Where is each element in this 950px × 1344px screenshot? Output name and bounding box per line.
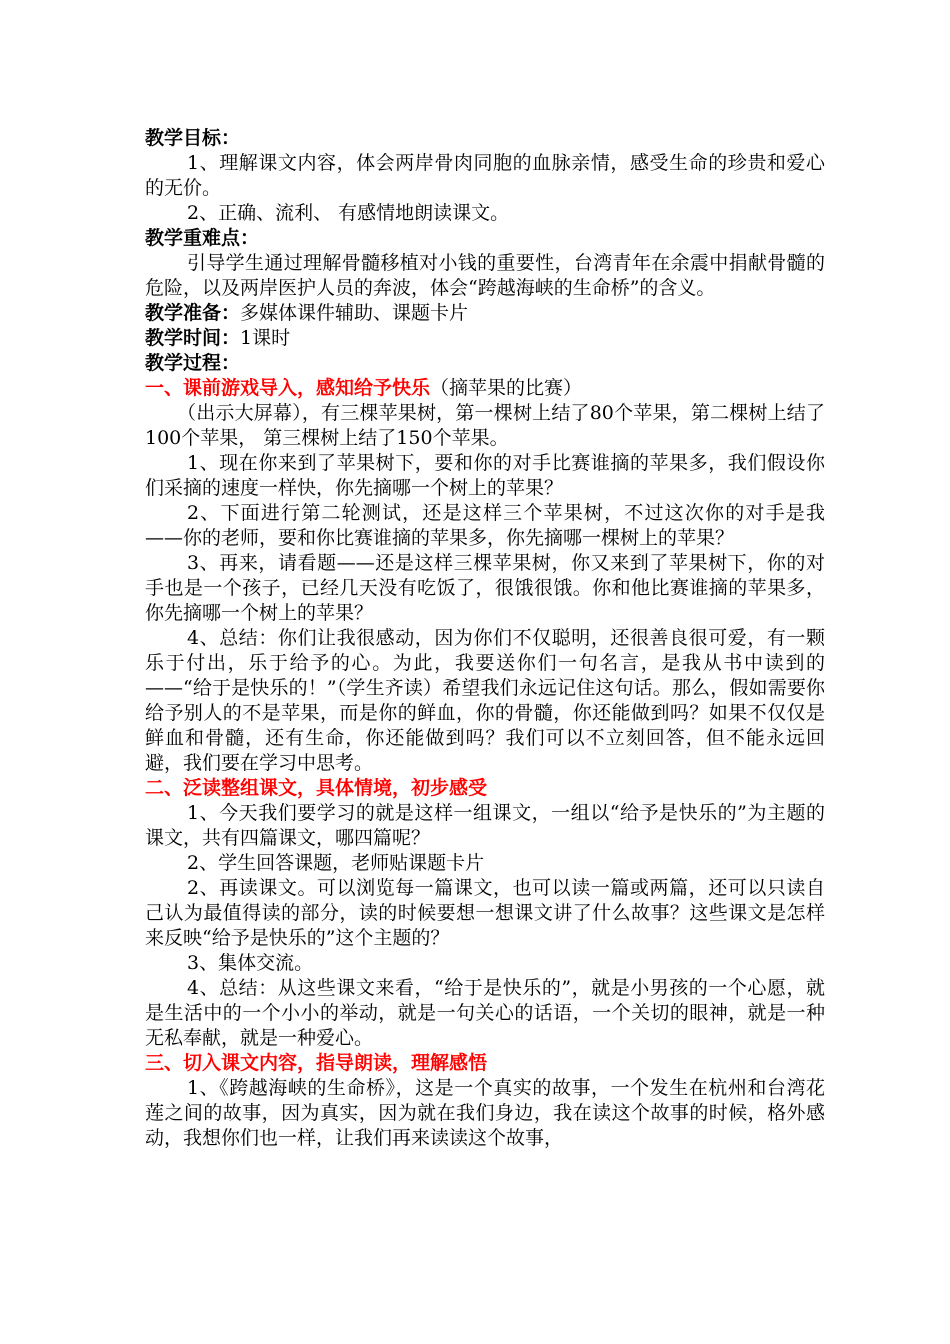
section-2-heading: 二、泛读整组课文，具体情境，初步感受 xyxy=(145,777,488,799)
section-1-heading: 一、课前游戏导入，感知给予快乐 xyxy=(145,377,431,399)
process-label: 教学过程： xyxy=(145,352,241,374)
preparation-label: 教学准备： xyxy=(145,302,241,324)
key-points-text: 引导学生通过理解骨髓移植对小钱的重要性，台湾青年在余震中捐献骨髓的危险，以及两岸医护人员的奔波，体会“跨越海峡的生命桥”的含义。 xyxy=(145,252,825,299)
section-2-paragraph-5: 4、总结：从这些课文来看，“给于是快乐的”，就是小男孩的一个心愿，就是生活中的一个小小的举动，就是一句关心的话语，一个关切的眼神，就是一种无私奉献，就是一种爱心。 xyxy=(145,977,825,1049)
section-2-paragraph-4: 3、集体交流。 xyxy=(187,952,314,974)
preparation-value: 多媒体课件辅助、课题卡片 xyxy=(240,302,469,324)
lesson-plan-page xyxy=(145,126,825,1151)
goals-item-1: 1、理解课文内容，体会两岸骨肉同胞的血脉亲情，感受生命的珍贵和爱心的无价。 xyxy=(145,152,825,199)
time-line xyxy=(145,326,825,351)
preparation-line xyxy=(145,301,825,326)
section-1-paragraph-2: 2、下面进行第二轮测试，还是这样三个苹果树，不过这次你的对手是我——你的老师，要和你比赛谁摘的苹果多，你先摘哪一棵树上的苹果？ xyxy=(145,502,825,549)
goals-item-2: 2、正确、流利、 有感情地朗读课文。 xyxy=(187,202,510,224)
goals-label: 教学目标： xyxy=(145,127,241,149)
section-1-intro: （出示大屏幕），有三棵苹果树，第一棵树上结了80个苹果，第二棵树上结了100个苹果， 第三棵树上结了150个苹果。 xyxy=(145,402,825,449)
time-label: 教学时间： xyxy=(145,327,241,349)
section-2-paragraph-1: 1、今天我们要学习的就是这样一组课文，一组以“给予是快乐的”为主题的课文，共有四篇课文，哪四篇呢？ xyxy=(145,802,825,849)
key-points-label: 教学重难点： xyxy=(145,227,260,249)
section-3-paragraph-1: 1、《跨越海峡的生命桥》，这是一个真实的故事，一个发生在杭州和台湾花莲之间的故事，因为真实，因为就在我们身边，我在读这个故事的时候，格外感动，我想你们也一样，让我们再来读读这个故事， xyxy=(145,1077,825,1149)
section-1-heading-line xyxy=(145,376,825,401)
section-3-heading: 三、切入课文内容，指导朗读，理解感悟 xyxy=(145,1052,488,1074)
section-1-paragraph-3: 3、再来，请看题——还是这样三棵苹果树，你又来到了苹果树下，你的对手也是一个孩子，已经几天没有吃饭了，很饿很饿。你和他比赛谁摘的苹果多，你先摘哪一个树上的苹果？ xyxy=(145,552,825,624)
section-1-heading-note: （摘苹果的比赛） xyxy=(430,377,583,399)
section-1-paragraph-4: 4、总结：你们让我很感动，因为你们不仅聪明，还很善良很可爱，有一颗乐于付出，乐于给予的心。为此，我要送你们一句名言，是我从书中读到的——“给于是快乐的！”（学生齐读）希望我们永远记住这句话。那么，假如需要你给予别人的不是苹果，而是你的鲜血，你的骨髓，你还能做到吗？如果不仅仅是鲜血和骨髓，还有生命，你还能做到吗？我们可以不立刻回答，但不能永远回避，我们要在学习中思考。 xyxy=(145,627,825,774)
time-value: 1课时 xyxy=(240,327,291,349)
section-2-paragraph-3: 2、再读课文。可以浏览每一篇课文，也可以读一篇或两篇，还可以只读自己认为最值得读的部分，读的时候要想一想课文讲了什么故事？这些课文是怎样来反映“给予是快乐的”这个主题的？ xyxy=(145,877,825,949)
section-2-paragraph-2: 2、学生回答课题，老师贴课题卡片 xyxy=(187,852,485,874)
section-1-paragraph-1: 1、现在你来到了苹果树下，要和你的对手比赛谁摘的苹果多，我们假设你们采摘的速度一样快，你先摘哪一个树上的苹果？ xyxy=(145,452,825,499)
